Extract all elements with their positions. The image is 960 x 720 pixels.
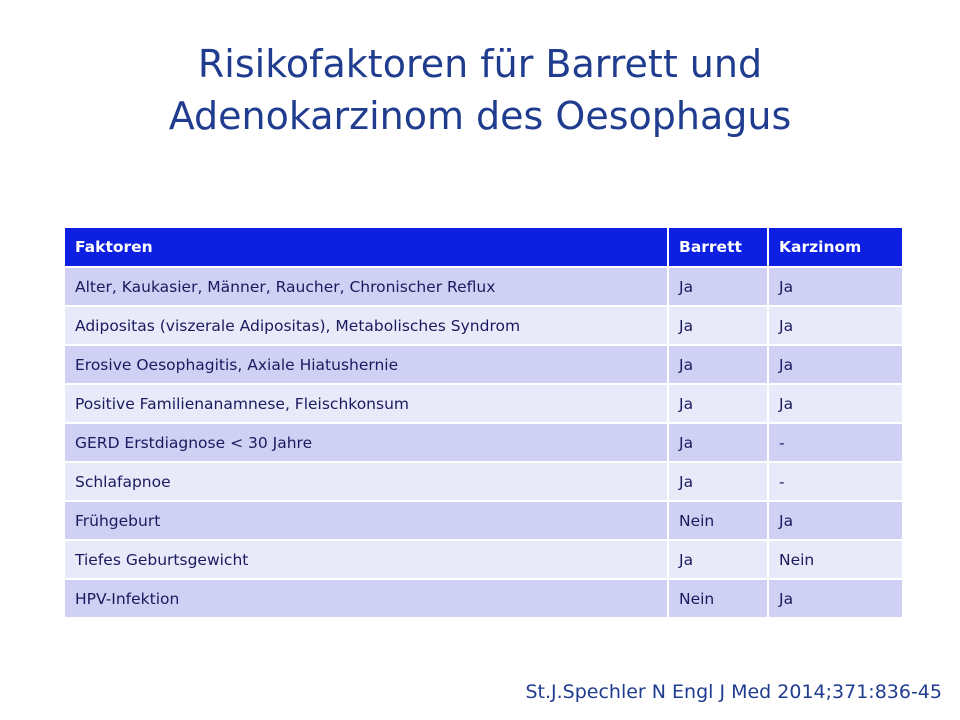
citation: St.J.Spechler N Engl J Med 2014;371:836-45	[525, 681, 942, 703]
title-line-2: Adenokarzinom des Oesophagus	[168, 94, 792, 138]
header-faktoren: Faktoren	[65, 228, 668, 267]
table-row	[65, 345, 903, 384]
table-row	[65, 540, 903, 579]
table-header-row	[65, 228, 903, 267]
factor-cell: Positive Familienanamnese, Fleischkonsum	[65, 384, 668, 423]
karzinom-cell: -	[768, 462, 903, 501]
karzinom-cell: Ja	[768, 579, 903, 618]
table-row	[65, 501, 903, 540]
factor-cell: Tiefes Geburtsgewicht	[65, 540, 668, 579]
table-row	[65, 306, 903, 345]
barrett-cell: Ja	[668, 462, 768, 501]
header-barrett: Barrett	[668, 228, 768, 267]
factor-cell: GERD Erstdiagnose < 30 Jahre	[65, 423, 668, 462]
table-row	[65, 384, 903, 423]
karzinom-cell: Ja	[768, 384, 903, 423]
karzinom-cell: -	[768, 423, 903, 462]
factor-cell: Adipositas (viszerale Adipositas), Metabolisches Syndrom	[65, 306, 668, 345]
table-row	[65, 579, 903, 618]
karzinom-cell: Nein	[768, 540, 903, 579]
slide-title	[60, 38, 900, 142]
barrett-cell: Ja	[668, 306, 768, 345]
factor-cell: Erosive Oesophagitis, Axiale Hiatushernie	[65, 345, 668, 384]
barrett-cell: Ja	[668, 384, 768, 423]
karzinom-cell: Ja	[768, 306, 903, 345]
table-row	[65, 462, 903, 501]
factor-cell: Frühgeburt	[65, 501, 668, 540]
header-karzinom: Karzinom	[768, 228, 903, 267]
table-row	[65, 267, 903, 306]
barrett-cell: Ja	[668, 540, 768, 579]
karzinom-cell: Ja	[768, 501, 903, 540]
karzinom-cell: Ja	[768, 267, 903, 306]
barrett-cell: Ja	[668, 423, 768, 462]
risk-factor-table	[65, 228, 904, 619]
factor-cell: Alter, Kaukasier, Männer, Raucher, Chronischer Reflux	[65, 267, 668, 306]
barrett-cell: Ja	[668, 267, 768, 306]
title-line-1: Risikofaktoren für Barrett und	[197, 42, 763, 86]
table-row	[65, 423, 903, 462]
factor-cell: HPV-Infektion	[65, 579, 668, 618]
barrett-cell: Nein	[668, 579, 768, 618]
karzinom-cell: Ja	[768, 345, 903, 384]
barrett-cell: Nein	[668, 501, 768, 540]
factor-cell: Schlafapnoe	[65, 462, 668, 501]
barrett-cell: Ja	[668, 345, 768, 384]
